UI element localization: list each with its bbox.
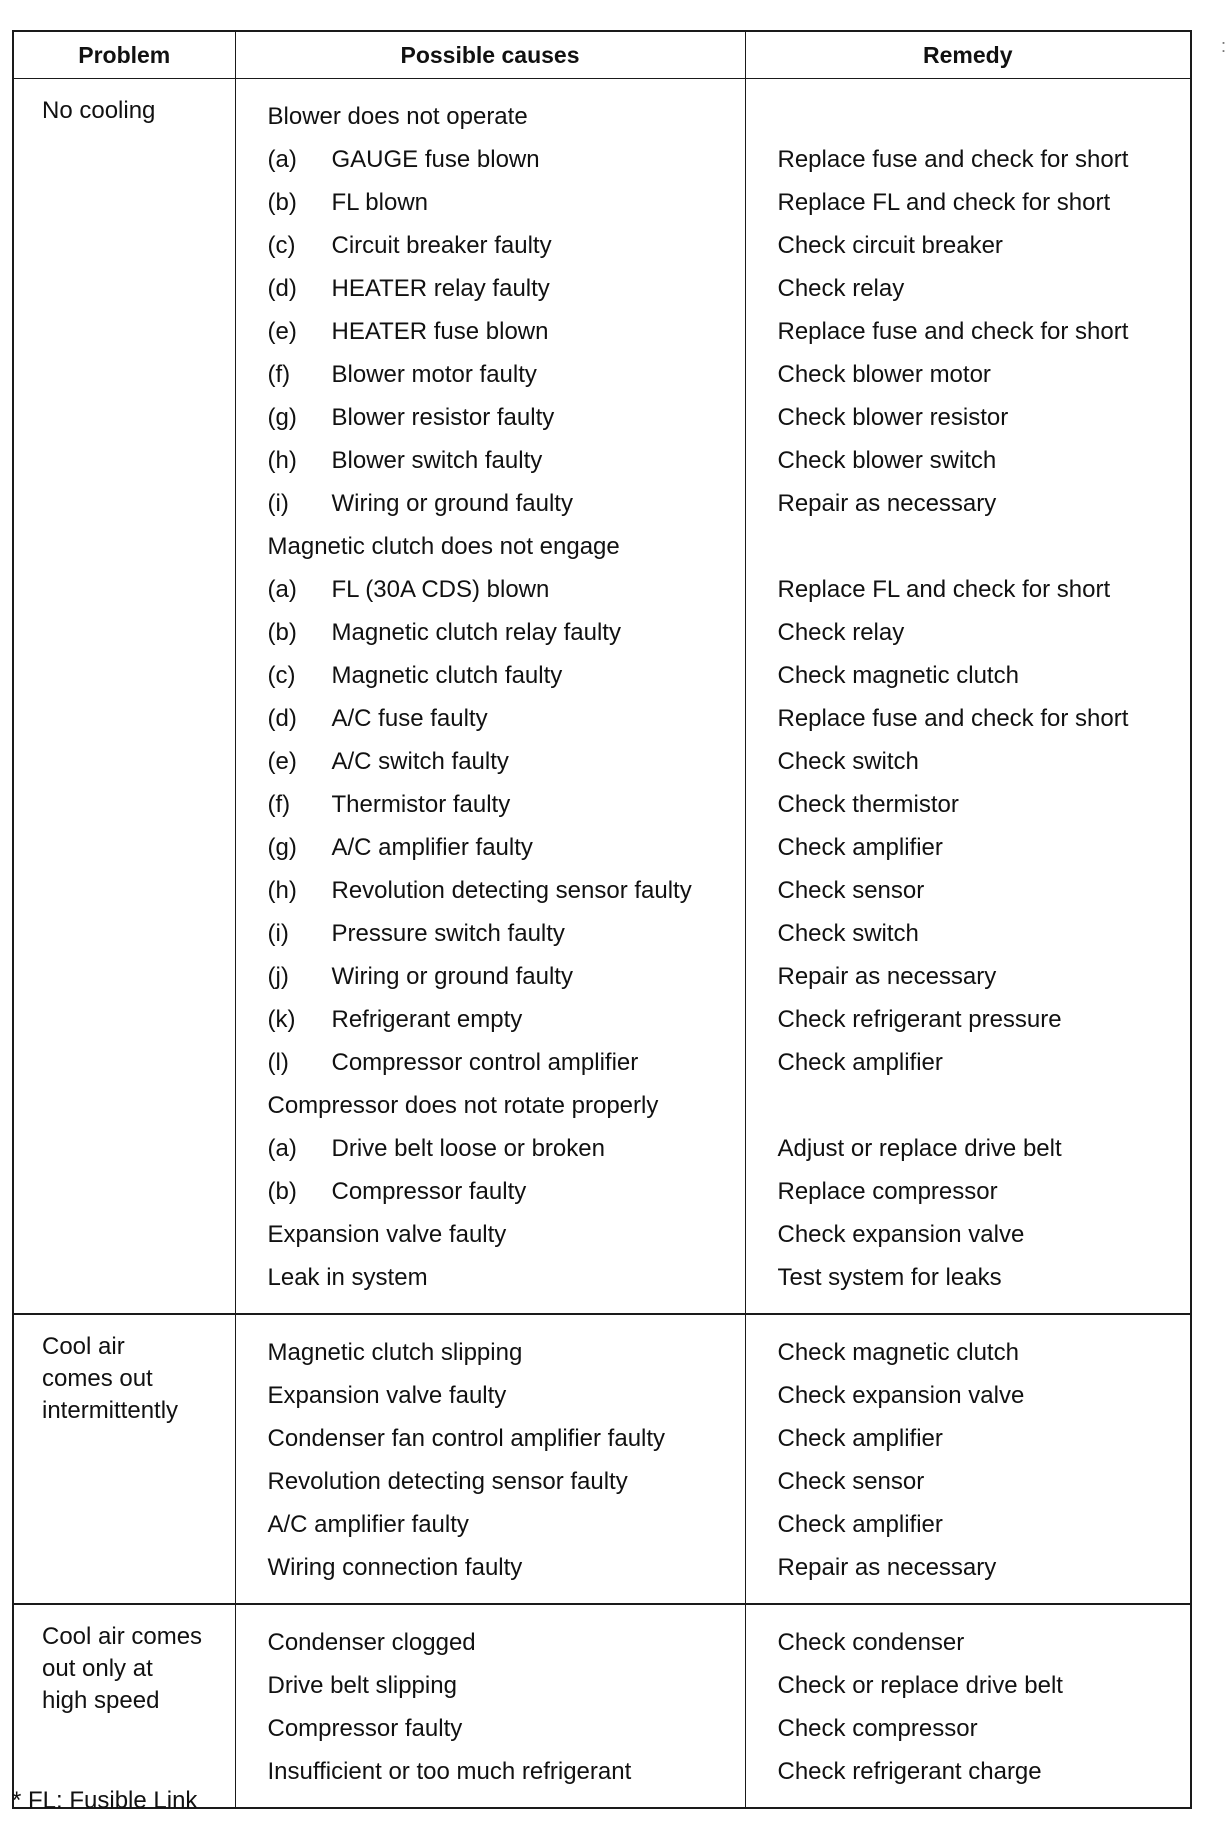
remedy-line — [746, 224, 1191, 267]
cause-line — [236, 611, 745, 654]
cause-line — [236, 1256, 745, 1299]
remedy-line — [746, 1707, 1191, 1750]
cause-line — [236, 439, 745, 482]
remedy-text: Repair as necessary — [777, 1554, 997, 1581]
cause-label: (a) — [267, 146, 297, 173]
remedy-line — [746, 740, 1191, 783]
cause-label: (f) — [267, 791, 291, 818]
problem-text: No cooling — [42, 97, 156, 124]
header-remedy: Remedy — [745, 31, 1191, 79]
remedy-line — [746, 181, 1191, 224]
cause-text: Magnetic clutch relay faulty — [331, 619, 621, 646]
cause-text: Magnetic clutch does not engage — [267, 533, 620, 560]
remedy-line — [746, 1503, 1191, 1546]
remedy-line — [746, 1460, 1191, 1503]
cause-line — [236, 482, 745, 525]
remedy-line — [746, 353, 1191, 396]
remedy-cell — [745, 1314, 1191, 1604]
cause-line — [236, 1084, 745, 1127]
cause-line — [236, 353, 745, 396]
remedy-line — [746, 1331, 1191, 1374]
cause-line — [236, 224, 745, 267]
cause-text: Blower does not operate — [267, 103, 528, 130]
remedy-line — [746, 1213, 1191, 1256]
remedy-line — [746, 1664, 1191, 1707]
cause-line — [236, 1750, 745, 1793]
cause-text: Expansion valve faulty — [267, 1382, 507, 1409]
remedy-line — [746, 654, 1191, 697]
remedy-text: Check amplifier — [777, 834, 943, 861]
cause-text: Leak in system — [267, 1264, 428, 1291]
cause-text: A/C amplifier faulty — [331, 834, 533, 861]
cause-text: Blower motor faulty — [331, 361, 537, 388]
cause-line — [236, 1503, 745, 1546]
cause-text: HEATER fuse blown — [331, 318, 549, 345]
remedy-line — [746, 1750, 1191, 1793]
cause-text: Compressor faulty — [267, 1715, 463, 1742]
remedy-text: Check switch — [777, 748, 919, 775]
cause-line — [236, 912, 745, 955]
remedy-text: Replace fuse and check for short — [777, 146, 1129, 173]
cause-text: Drive belt loose or broken — [331, 1135, 605, 1162]
remedy-text: Repair as necessary — [777, 490, 997, 517]
cause-line — [236, 1127, 745, 1170]
remedy-line — [746, 1374, 1191, 1417]
cause-label: (b) — [267, 189, 297, 216]
remedy-text: Check sensor — [777, 877, 925, 904]
remedy-text: Check compressor — [777, 1715, 978, 1742]
cause-line — [236, 267, 745, 310]
remedy-line — [746, 611, 1191, 654]
problem-group — [13, 1314, 1191, 1604]
cause-line — [236, 869, 745, 912]
cause-text: Magnetic clutch slipping — [267, 1339, 523, 1366]
cause-label: (g) — [267, 834, 297, 861]
remedy-text: Repair as necessary — [777, 963, 997, 990]
remedy-text: Check amplifier — [777, 1425, 943, 1452]
remedy-text: Check thermistor — [777, 791, 959, 818]
cause-line — [236, 1664, 745, 1707]
remedy-line — [746, 1546, 1191, 1589]
cause-label: (d) — [267, 275, 297, 302]
cause-line — [236, 396, 745, 439]
cause-label: (a) — [267, 576, 297, 603]
cause-line — [236, 1213, 745, 1256]
remedy-text: Check condenser — [777, 1629, 965, 1656]
remedy-line — [746, 1170, 1191, 1213]
remedy-cell — [745, 79, 1191, 1315]
cause-label: (i) — [267, 920, 289, 947]
remedy-line — [746, 783, 1191, 826]
remedy-line — [746, 267, 1191, 310]
cause-line — [236, 310, 745, 353]
problem-group — [13, 1604, 1191, 1808]
cause-text: FL (30A CDS) blown — [331, 576, 550, 603]
cause-label: (h) — [267, 877, 297, 904]
problem-cell — [13, 1314, 235, 1604]
remedy-text: Check relay — [777, 619, 905, 646]
cause-text: Insufficient or too much refrigerant — [267, 1758, 632, 1785]
cause-text: Magnetic clutch faulty — [331, 662, 563, 689]
remedy-line — [746, 955, 1191, 998]
remedy-text: Check amplifier — [777, 1049, 943, 1076]
remedy-text: Adjust or replace drive belt — [777, 1135, 1062, 1162]
remedy-text: Check magnetic clutch — [777, 662, 1019, 689]
table-header — [13, 31, 1191, 79]
remedy-line — [746, 1127, 1191, 1170]
cause-label: (k) — [267, 1006, 296, 1033]
causes-cell — [235, 1604, 745, 1808]
cause-line — [236, 740, 745, 783]
cause-text: GAUGE fuse blown — [331, 146, 540, 173]
table-body — [13, 79, 1191, 1809]
remedy-line — [746, 1084, 1191, 1127]
cause-text: A/C switch faulty — [331, 748, 509, 775]
cause-line — [236, 95, 745, 138]
cause-label: (b) — [267, 619, 297, 646]
header-problem: Problem — [13, 31, 235, 79]
cause-line — [236, 1460, 745, 1503]
remedy-line — [746, 525, 1191, 568]
remedy-line — [746, 1417, 1191, 1460]
remedy-line — [746, 439, 1191, 482]
cause-line — [236, 1041, 745, 1084]
scan-mark: : — [1220, 36, 1226, 56]
remedy-text: Check expansion valve — [777, 1221, 1025, 1248]
cause-text: Wiring or ground faulty — [331, 963, 573, 990]
cause-line — [236, 1417, 745, 1460]
cause-text: Compressor control amplifier — [331, 1049, 639, 1076]
remedy-line — [746, 826, 1191, 869]
remedy-text: Check amplifier — [777, 1511, 943, 1538]
remedy-line — [746, 310, 1191, 353]
remedy-line — [746, 697, 1191, 740]
cause-text: Blower resistor faulty — [331, 404, 555, 431]
remedy-line — [746, 912, 1191, 955]
remedy-text: Check blower switch — [777, 447, 997, 474]
remedy-text: Check switch — [777, 920, 919, 947]
cause-text: Blower switch faulty — [331, 447, 543, 474]
cause-line — [236, 138, 745, 181]
cause-label: (i) — [267, 490, 289, 517]
problem-group — [13, 79, 1191, 1315]
remedy-line — [746, 482, 1191, 525]
remedy-text: Replace fuse and check for short — [777, 705, 1129, 732]
remedy-text: Check relay — [777, 275, 905, 302]
cause-line — [236, 525, 745, 568]
cause-label: (g) — [267, 404, 297, 431]
remedy-text: Check blower resistor — [777, 404, 1009, 431]
remedy-text: Check or replace drive belt — [777, 1672, 1063, 1699]
remedy-line — [746, 1256, 1191, 1299]
cause-label: (c) — [267, 232, 296, 259]
cause-line — [236, 955, 745, 998]
cause-line — [236, 697, 745, 740]
causes-cell — [235, 1314, 745, 1604]
cause-text: Wiring or ground faulty — [331, 490, 573, 517]
cause-line — [236, 826, 745, 869]
cause-text: Expansion valve faulty — [267, 1221, 507, 1248]
cause-line — [236, 998, 745, 1041]
remedy-text: Test system for leaks — [777, 1264, 1002, 1291]
remedy-text: Check magnetic clutch — [777, 1339, 1019, 1366]
causes-cell — [235, 79, 745, 1315]
cause-label: (b) — [267, 1178, 297, 1205]
remedy-line — [746, 568, 1191, 611]
cause-text: Pressure switch faulty — [331, 920, 565, 947]
problem-cell — [13, 79, 235, 1315]
cause-label: (a) — [267, 1135, 297, 1162]
problem-cell — [13, 1604, 235, 1808]
remedy-text: Replace fuse and check for short — [777, 318, 1129, 345]
remedy-text: Check refrigerant charge — [777, 1758, 1042, 1785]
remedy-line — [746, 869, 1191, 912]
cause-text: A/C amplifier faulty — [267, 1511, 469, 1538]
remedy-line — [746, 1041, 1191, 1084]
troubleshooting-page — [12, 30, 1190, 1809]
problem-text: Cool air comes out only at high speed — [42, 1623, 203, 1714]
cause-label: (e) — [267, 318, 297, 345]
footnote: * FL: Fusible Link — [12, 1787, 198, 1814]
remedy-line — [746, 95, 1191, 138]
troubleshooting-table — [12, 30, 1192, 1809]
remedy-text: Replace FL and check for short — [777, 576, 1111, 603]
cause-text: Compressor does not rotate properly — [267, 1092, 659, 1119]
cause-label: (c) — [267, 662, 296, 689]
remedy-text: Replace FL and check for short — [777, 189, 1111, 216]
cause-text: Condenser clogged — [267, 1629, 476, 1656]
cause-label: (j) — [267, 963, 289, 990]
remedy-text: Check sensor — [777, 1468, 925, 1495]
remedy-text: Replace compressor — [777, 1178, 998, 1205]
cause-text: Compressor faulty — [331, 1178, 527, 1205]
cause-line — [236, 181, 745, 224]
cause-text: Wiring connection faulty — [267, 1554, 523, 1581]
cause-text: Refrigerant empty — [331, 1006, 523, 1033]
cause-line — [236, 568, 745, 611]
cause-line — [236, 1546, 745, 1589]
cause-line — [236, 1374, 745, 1417]
cause-label: (f) — [267, 361, 291, 388]
cause-line — [236, 1331, 745, 1374]
cause-text: Circuit breaker faulty — [331, 232, 552, 259]
remedy-cell — [745, 1604, 1191, 1808]
cause-text: Revolution detecting sensor faulty — [331, 877, 692, 904]
cause-line — [236, 783, 745, 826]
remedy-text: Check expansion valve — [777, 1382, 1025, 1409]
cause-text: HEATER relay faulty — [331, 275, 550, 302]
cause-line — [236, 1170, 745, 1213]
cause-label: (e) — [267, 748, 297, 775]
cause-label: (d) — [267, 705, 297, 732]
problem-text: Cool air comes out intermittently — [42, 1333, 179, 1424]
cause-label: (h) — [267, 447, 297, 474]
remedy-text: Check blower motor — [777, 361, 991, 388]
remedy-line — [746, 998, 1191, 1041]
cause-text: A/C fuse faulty — [331, 705, 488, 732]
remedy-text: Check circuit breaker — [777, 232, 1003, 259]
cause-line — [236, 1621, 745, 1664]
remedy-line — [746, 1621, 1191, 1664]
cause-text: Thermistor faulty — [331, 791, 511, 818]
remedy-line — [746, 138, 1191, 181]
cause-line — [236, 654, 745, 697]
cause-label: (l) — [267, 1049, 289, 1076]
header-possible-causes: Possible causes — [235, 31, 745, 79]
cause-text: FL blown — [331, 189, 428, 216]
cause-text: Drive belt slipping — [267, 1672, 457, 1699]
cause-line — [236, 1707, 745, 1750]
remedy-line — [746, 396, 1191, 439]
remedy-text: Check refrigerant pressure — [777, 1006, 1062, 1033]
cause-text: Condenser fan control amplifier faulty — [267, 1425, 666, 1452]
cause-text: Revolution detecting sensor faulty — [267, 1468, 628, 1495]
